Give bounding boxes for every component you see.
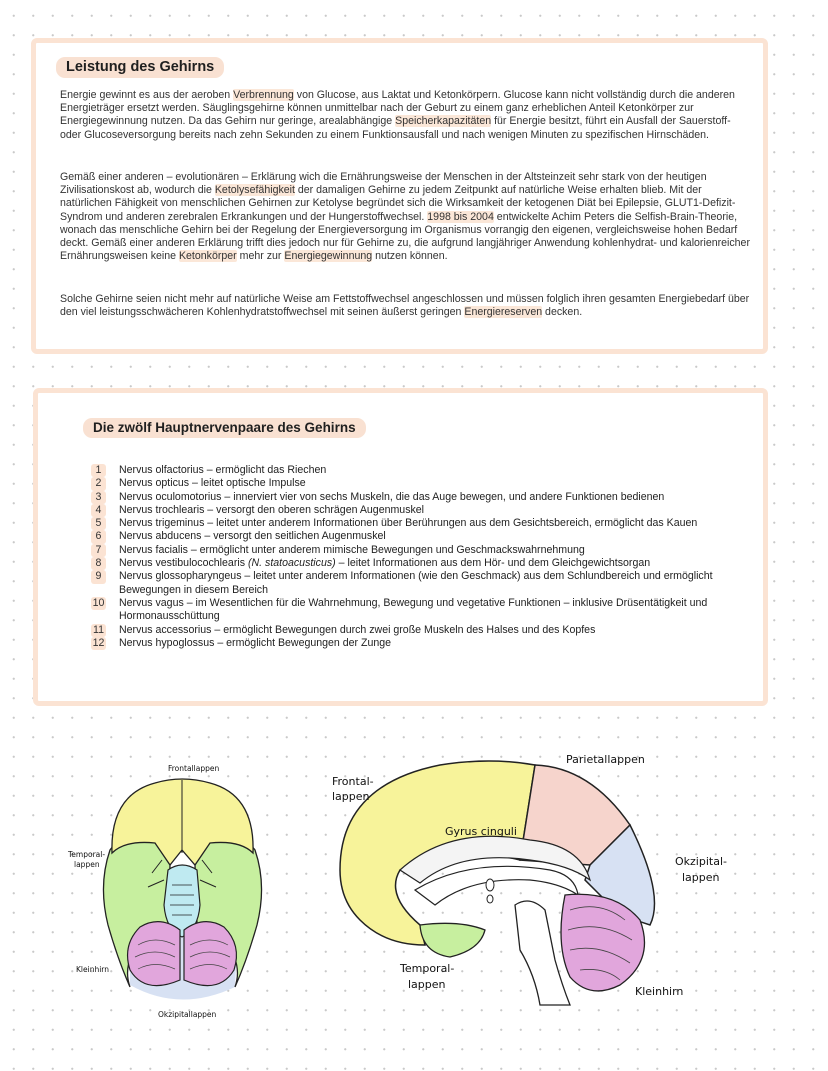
label-occipital-right-2: lappen <box>682 871 720 884</box>
highlighted-term: Ketolysefähigkeit <box>214 184 295 197</box>
nerve-item <box>91 504 741 517</box>
nerve-alt-name: (N. statoacusticus) <box>247 557 336 570</box>
label-temporal-left-1: Temporal- <box>68 850 106 859</box>
energy-section-title: Leistung des Gehirns <box>56 57 224 78</box>
label-occipital-right-1: Okzipital- <box>675 855 727 868</box>
nerve-number-badge: 2 <box>91 477 106 490</box>
nerve-description: Nervus glossopharyngeus – leitet unter anderem Informationen (wie den Geschmack) aus dem Schlundbereich und ermöglicht Bewegungen in diesem Bereich <box>119 570 713 596</box>
cranial-nerves-card <box>33 388 768 706</box>
highlighted-term: Energiegewinnung <box>284 250 373 263</box>
highlighted-term: Verbrennung <box>233 89 294 101</box>
nerve-description: Nervus opticus – leitet optische Impulse <box>119 477 306 490</box>
paragraph-1 <box>60 89 754 142</box>
temporal-lobe-region <box>420 923 485 957</box>
label-cingulate-right: Gyrus cinguli <box>445 825 517 838</box>
nerve-description: Nervus abducens – versorgt den seitlichen Augenmuskel <box>119 530 386 543</box>
label-temporal-left-2: lappen <box>74 860 100 869</box>
nerve-item <box>91 491 741 504</box>
nerve-number-badge: 1 <box>91 464 106 477</box>
nerve-number-badge: 8 <box>91 557 106 570</box>
label-temporal-right-2: lappen <box>408 978 446 991</box>
label-cerebellum-right: Kleinhirn <box>635 985 684 998</box>
nerve-number-badge: 12 <box>92 636 105 649</box>
nerve-number-badge: 9 <box>91 570 106 583</box>
label-cerebellum-left: Kleinhirn <box>76 965 109 974</box>
nerve-item <box>91 530 741 543</box>
label-frontal-right-1: Frontal- <box>332 775 374 788</box>
label-parietal-right: Parietallappen <box>566 753 645 766</box>
text-run: Gemäß einer anderen – evolutionären – Erklärung wich die Ernährungsweise der Menschen in der Altsteinzeit sehr stark von der heutigen Zivilisationskost ab, wodurch die <box>60 171 707 197</box>
cranial-nerves-title: Die zwölf Hauptnervenpaare des Gehirns <box>83 418 366 438</box>
nerve-number-badge: 10 <box>92 596 105 609</box>
nerve-item <box>91 464 741 477</box>
highlighted-term: Energiereserven <box>464 306 543 319</box>
text-run: nutzen können. <box>372 250 448 263</box>
nerve-item <box>91 624 741 637</box>
cranial-nerve-list <box>91 464 741 650</box>
nerve-item <box>91 570 741 597</box>
nerve-number-badge: 7 <box>91 544 106 557</box>
text-run: Energie gewinnt es aus der aeroben <box>60 89 234 101</box>
nerve-number-badge: 3 <box>91 491 106 504</box>
nerve-description: Nervus hypoglossus – ermöglicht Bewegungen der Zunge <box>119 636 392 649</box>
text-run: Solche Gehirne seien nicht mehr auf natürliche Weise am Fettstoffwechsel angeschlossen und müssen folglich ihren gesamten Energiebedarf über den viel leistungsschwächeren Kohlenhydratstoffwechsel mit seinen äußerst geringen <box>60 293 750 319</box>
energy-section-card <box>31 38 768 354</box>
label-temporal-right-1: Temporal- <box>400 962 455 975</box>
nerve-description: Nervus vagus – im Wesentlichen für die Wahrnehmung, Bewegung und vegetative Funktionen – inklusive Drüsentätigkeit und Hormonausschüttung <box>119 596 708 623</box>
nerve-description-rest: – leitet Informationen aus dem Hör- und dem Gleichgewichtsorgan <box>335 557 651 570</box>
text-run: decken. <box>542 306 583 319</box>
label-frontal-right-2: lappen <box>332 790 370 803</box>
text-run: mehr zur <box>236 250 285 263</box>
nerve-item <box>91 557 741 570</box>
label-occipital-left: Okzipitallappen <box>158 1010 217 1019</box>
nerve-description: Nervus facialis – ermöglicht unter anderem mimische Bewegungen und Geschmackswahrnehmung <box>119 543 585 556</box>
nerve-number-badge: 4 <box>91 504 106 517</box>
brain-sagittal-diagram <box>330 745 730 1010</box>
nerve-number-badge: 6 <box>91 530 106 543</box>
nerve-description: Nervus trigeminus – leitet unter anderem Informationen über Berührungen aus dem Gesichtsbereich, ermöglicht das Kauen <box>119 517 698 530</box>
highlighted-term: Ketonkörper <box>178 250 237 263</box>
text-run: entwickelte Achim Peters die Selfish-Brain-Theorie, wonach das menschliche Gehirn bei der Regelung der Energieversorgung im Organismus vorrangig den eigenen, vergleichsweise hohen Bedarf deckt. Gemäß einer anderen Erklärung trifft dies jedoch nur für Gehirne zu, die aufgrund langjähriger Anwendung kohlenhydrat- und kalorienreicher Ernährungsweisen keine <box>60 210 750 263</box>
paragraph-2 <box>60 171 754 263</box>
nerve-number-badge: 5 <box>91 517 106 530</box>
nerve-description: Nervus oculomotorius – innerviert vier von sechs Muskeln, die das Auge bewegen, und andere Funktionen bedienen <box>119 490 665 503</box>
label-frontal-left: Frontallappen <box>168 764 220 773</box>
highlighted-term: Speicherkapazitäten <box>395 115 492 128</box>
nerve-item <box>91 477 741 490</box>
highlighted-term: 1998 bis 2004 <box>427 210 494 223</box>
text-run: für Energie besitzt, führt ein Ausfall der Sauerstoff- oder Glucoseversorgung bereits nach zehn Sekunden zu einem Funktionsausfall und nach wenigen Minuten zu spezifischen Hirnschäden. <box>60 115 731 141</box>
nerve-number-badge: 11 <box>93 623 104 636</box>
text-run: von Glucose, aus Laktat und Ketonkörpern. Glucose kann nicht vollständig durch die anderen Energieträger ersetzt werden. Säuglingsgehirne können unmittelbar nach der Geburt zu einem ganz erheblichen Anteil Ketonkörper zur Energiegewinnung nutzen. Da das Gehirn nur geringe, arealabhängige <box>60 89 735 128</box>
text-run: der damaligen Gehirne zu jedem Zeitpunkt auf natürliche Weise erhalten blieb. Mit der natürlichen Fähigkeit von menschlichen Gehirnen zur Ketolyse begründet sich die Wirksamkeit der ketogenen Diät bei Epilepsie, GLUT1-Defizit-Syndrom und anderen zerebralen Erkrankungen und der Hungerstoffwechsel. <box>60 184 736 223</box>
nerve-description: Nervus vestibulocochlearis <box>119 557 248 570</box>
nerve-description: Nervus olfactorius – ermöglicht das Riechen <box>119 464 327 476</box>
paragraph-3 <box>60 293 754 319</box>
nerve-item <box>91 597 741 624</box>
nerve-item <box>91 544 741 557</box>
nerve-item <box>91 517 741 530</box>
nerve-description: Nervus accessorius – ermöglicht Bewegungen durch zwei große Muskeln des Halses und des Kopfes <box>119 623 596 636</box>
nerve-description: Nervus trochlearis – versorgt den oberen schrägen Augenmuskel <box>119 503 425 516</box>
brain-bottom-view-diagram <box>60 755 305 1020</box>
nerve-item <box>91 637 741 650</box>
